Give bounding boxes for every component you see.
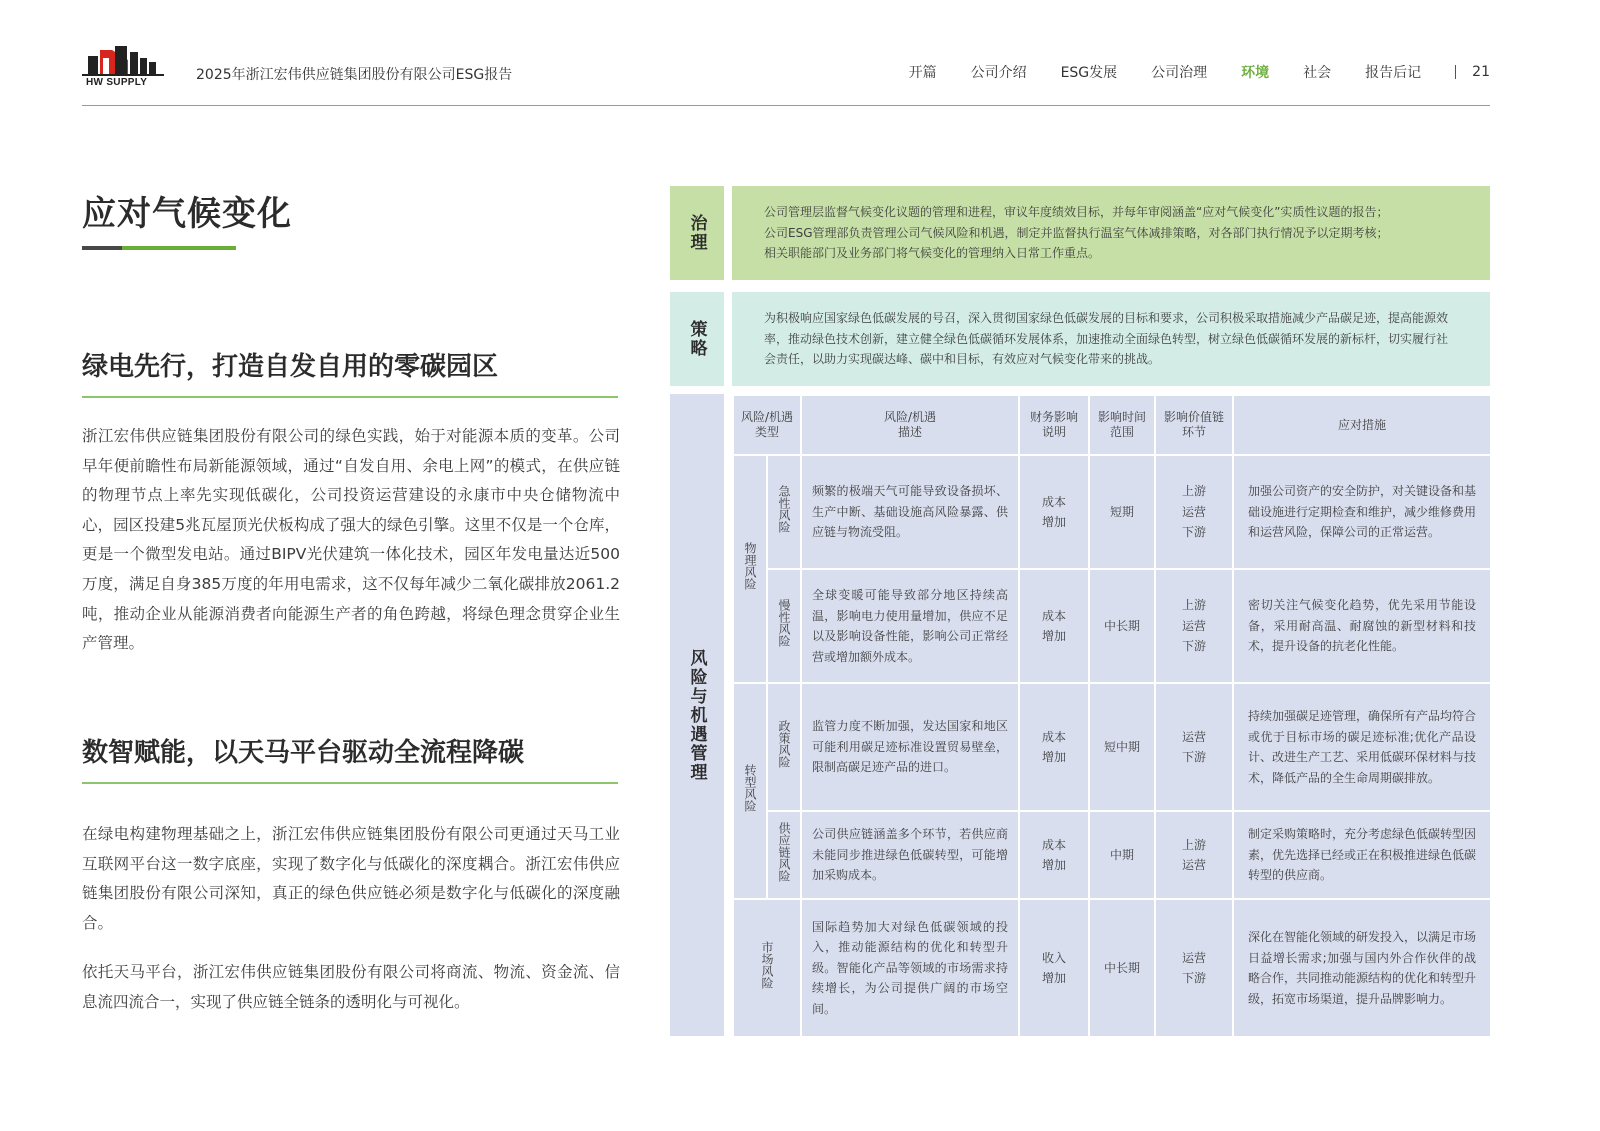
- table-row: [733, 899, 1491, 1037]
- measures-cell: 持续加强碳足迹管理，确保所有产品均符合或优于目标市场的碳足迹标准;优化产品设计、改进生产工艺、采用低碳环保材料与技术，降低产品的全生命周期碳排放。: [1233, 683, 1491, 811]
- subtype-cell: 政策风险: [767, 683, 801, 811]
- chain-cell: 上游 运营 下游: [1155, 455, 1233, 569]
- time-cell: 中期: [1089, 811, 1155, 899]
- title-underline-green: [122, 246, 236, 250]
- nav-item-opening[interactable]: 开篇: [908, 65, 937, 81]
- header-type: 风险/机遇 类型: [733, 395, 801, 455]
- nav-divider: [1455, 65, 1456, 79]
- strategy-box: [732, 292, 1490, 386]
- logo-text: HW SUPPLY: [86, 77, 148, 88]
- table-header-row: [733, 395, 1491, 455]
- table-row: [733, 569, 1491, 683]
- measures-cell: 加强公司资产的安全防护，对关键设备和基础设施进行定期检查和维护，减少维修费用和运营风险，保障公司的正常运营。: [1233, 455, 1491, 569]
- page-number: 21: [1472, 64, 1490, 80]
- time-cell: 中长期: [1089, 899, 1155, 1037]
- description-cell: 全球变暖可能导致部分地区持续高温，影响电力使用量增加，供应不足以及影响设备性能，影响公司正常经营或增加额外成本。: [801, 569, 1019, 683]
- section-divider: [82, 782, 618, 784]
- nav-item-environment[interactable]: 环境: [1241, 65, 1270, 81]
- nav-item-society[interactable]: 社会: [1303, 65, 1332, 81]
- header-financial-impact: 财务影响 说明: [1019, 395, 1089, 455]
- chain-cell: 运营 下游: [1155, 683, 1233, 811]
- section-heading-green-power: 绿电先行，打造自发自用的零碳园区: [82, 352, 499, 382]
- nav-item-afterword[interactable]: 报告后记: [1365, 65, 1422, 81]
- header-value-chain: 影响价值链 环节: [1155, 395, 1233, 455]
- time-cell: 短中期: [1089, 683, 1155, 811]
- table-row: [733, 683, 1491, 811]
- page-header: [82, 42, 1490, 106]
- measures-cell: 密切关注气候变化趋势，优先采用节能设备，采用耐高温、耐腐蚀的新型材料和技术，提升设备的抗老化性能。: [1233, 569, 1491, 683]
- risk-management-label: [670, 394, 724, 1036]
- section-divider: [82, 396, 618, 398]
- report-title: 2025年浙江宏伟供应链集团股份有限公司ESG报告: [196, 67, 513, 83]
- risk-opportunity-table: [732, 394, 1492, 1038]
- chain-cell: 运营 下游: [1155, 899, 1233, 1037]
- subtype-cell: 慢性风险: [767, 569, 801, 683]
- measures-cell: 制定采购策略时，充分考虑绿色低碳转型因素，优先选择已经或正在积极推进绿色低碳转型的供应商。: [1233, 811, 1491, 899]
- header-measures: 应对措施: [1233, 395, 1491, 455]
- nav-item-esg-development[interactable]: ESG发展: [1060, 65, 1118, 81]
- finance-cell: 收入 增加: [1019, 899, 1089, 1037]
- description-cell: 国际趋势加大对绿色低碳领域的投入，推动能源结构的优化和转型升级。智能化产品等领域的市场需求持续增长，为公司提供广阔的市场空间。: [801, 899, 1019, 1037]
- risk-management-label-text: 风险与机遇管理: [686, 648, 707, 782]
- paragraph-digital-2: 依托天马平台，浙江宏伟供应链集团股份有限公司将商流、物流、资金流、信息流四流合一，实现了供应链全链条的透明化与可视化。: [82, 963, 620, 1011]
- finance-cell: 成本 增加: [1019, 811, 1089, 899]
- table-row: [733, 811, 1491, 899]
- section-heading-digital: 数智赋能，以天马平台驱动全流程降碳: [82, 738, 525, 768]
- group-physical-risk: 物理风险: [733, 455, 767, 683]
- page-title: 应对气候变化: [82, 194, 292, 234]
- governance-text: 公司管理层监督气候变化议题的管理和进程，审议年度绩效目标，并每年审阅涵盖“应对气候变化”实质性议题的报告； 公司ESG管理部负责管理公司气候风险和机遇，制定并监督执行温室气体减排策略，对各部门执行情况予以定期考核； 相关职能部门及业务部门将气候变化的管理纳入日常工作重点。: [764, 205, 1389, 261]
- title-underline-dark: [82, 246, 122, 250]
- top-nav: [875, 62, 1490, 82]
- strategy-label: 策略: [670, 292, 724, 386]
- description-cell: 监管力度不断加强，发达国家和地区可能利用碳足迹标准设置贸易壁垒，限制高碳足迹产品的进口。: [801, 683, 1019, 811]
- chain-cell: 上游 运营 下游: [1155, 569, 1233, 683]
- finance-cell: 成本 增加: [1019, 683, 1089, 811]
- finance-cell: 成本 增加: [1019, 569, 1089, 683]
- finance-cell: 成本 增加: [1019, 455, 1089, 569]
- time-cell: 中长期: [1089, 569, 1155, 683]
- paragraph-digital-1: 在绿电构建物理基础之上，浙江宏伟供应链集团股份有限公司更通过天马工业互联网平台这一数字底座，实现了数字化与低碳化的深度耦合。浙江宏伟供应链集团股份有限公司深知，真正的绿色供应链必须是数字化与低碳化的深度融合。: [82, 825, 620, 932]
- measures-cell: 深化在智能化领域的研发投入，以满足市场日益增长需求;加强与国内外合作伙伴的战略合作，共同推动能源结构的优化和转型升级，拓宽市场渠道，提升品牌影响力。: [1233, 899, 1491, 1037]
- header-description: 风险/机遇 描述: [801, 395, 1019, 455]
- nav-item-governance[interactable]: 公司治理: [1151, 65, 1208, 81]
- description-cell: 频繁的极端天气可能导致设备损坏、生产中断、基础设施高风险暴露、供应链与物流受阻。: [801, 455, 1019, 569]
- table-row: [733, 455, 1491, 569]
- description-cell: 公司供应链涵盖多个环节，若供应商未能同步推进绿色低碳转型，可能增加采购成本。: [801, 811, 1019, 899]
- subtype-cell: 急性风险: [767, 455, 801, 569]
- time-cell: 短期: [1089, 455, 1155, 569]
- subtype-cell: 供应链风险: [767, 811, 801, 899]
- nav-item-company-intro[interactable]: 公司介绍: [970, 65, 1027, 81]
- paragraph-green-power: 浙江宏伟供应链集团股份有限公司的绿色实践，始于对能源本质的变革。公司早年便前瞻性布局新能源领域，通过“自发自用、余电上网”的模式，在供应链的物理节点上率先实现低碳化，公司投资运营建设的永康市中央仓储物流中心，园区投建5兆瓦屋顶光伏板构成了强大的绿色引擎。这里不仅是一个仓库，更是一个微型发电站。通过BIPV光伏建筑一体化技术，园区年发电量达近500万度，满足自身385万度的年用电需求，这不仅每年减少二氧化碳排放2061.2吨，推动企业从能源消费者向能源生产者的角色跨越，将绿色理念贯穿企业生产管理。: [82, 427, 620, 653]
- strategy-text: 为积极响应国家绿色低碳发展的号召，深入贯彻国家绿色低碳发展的目标和要求，公司积极采取措施减少产品碳足迹，提高能源效率，推动绿色技术创新，建立健全绿色低碳循环发展体系，加速推动全面绿色转型，树立绿色低碳循环发展的新标杆，切实履行社会责任，以助力实现碳达峰、碳中和目标，有效应对气候变化带来的挑战。: [764, 311, 1449, 367]
- subtype-cell: 市场风险: [733, 899, 801, 1037]
- title-underline: [82, 246, 236, 250]
- chain-cell: 上游 运营: [1155, 811, 1233, 899]
- group-transition-risk: 转型风险: [733, 683, 767, 899]
- governance-box: [732, 186, 1490, 280]
- governance-label: 治理: [670, 186, 724, 280]
- header-time-range: 影响时间 范围: [1089, 395, 1155, 455]
